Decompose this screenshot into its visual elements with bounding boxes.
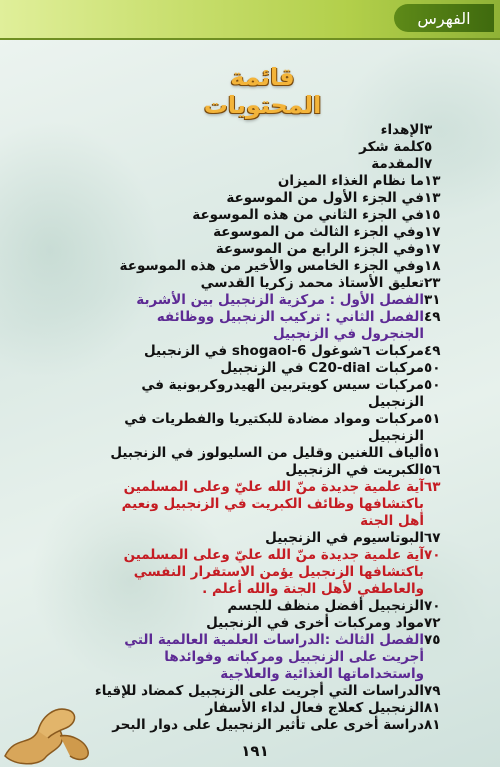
toc-entry-title: كلمة شكر bbox=[359, 139, 424, 155]
toc-entry-page: ٤٩ bbox=[424, 309, 441, 325]
toc-entry-page: ٥١ bbox=[424, 411, 441, 427]
toc-entry-page: ٥١ bbox=[424, 445, 441, 461]
toc-entry-page: ٣١ bbox=[424, 292, 441, 308]
toc-entry-page: ٦٧ bbox=[424, 530, 441, 546]
toc-entry-title: الفصل الثاني : تركيب الزنجبيل ووظائفه الجنجرول في الزنجبيل bbox=[156, 309, 424, 342]
page-title: قائمة المحتويات bbox=[203, 63, 322, 119]
toc-entry bbox=[94, 241, 446, 258]
toc-entry bbox=[94, 122, 446, 139]
header-band bbox=[0, 0, 500, 40]
toc-entry-page: ٥ bbox=[424, 139, 433, 155]
toc-entry-title: في الجزء الثاني من هذه الموسوعة bbox=[192, 207, 424, 223]
toc-entry-page: ١٧ bbox=[424, 241, 441, 257]
toc-entry bbox=[94, 224, 446, 241]
toc-entry-page: ٨١ bbox=[424, 700, 441, 716]
table-of-contents bbox=[94, 122, 446, 734]
page-number: ١٩١ bbox=[241, 742, 269, 760]
toc-entry-page: ٧٢ bbox=[424, 615, 441, 631]
toc-entry-title: مركبات سيس كويتربين الهيدروكربونية في الزنجبيل bbox=[141, 377, 424, 410]
toc-entry-page: ٨١ bbox=[424, 717, 441, 733]
toc-entry-title: الفصل الثالث :الدراسات العلمية العالمية التي أجريت على الزنجبيل ومركباته وفوائدها واستخداماتها الغذائية والعلاجية bbox=[124, 632, 424, 682]
toc-entry-page: ١٨ bbox=[424, 258, 441, 274]
toc-entry-title: آية علمية جديدة منّ الله عليّ وعلى المسلمين باكتشافها الزنجبيل يؤمن الاستقرار النفسي والعاطفي لأهل الجنة والله أعلم . bbox=[123, 547, 424, 597]
toc-entry-page: ٧٥ bbox=[424, 632, 441, 648]
toc-entry bbox=[94, 411, 446, 445]
toc-entry-page: ١٣ bbox=[424, 173, 441, 189]
toc-entry bbox=[94, 309, 446, 343]
toc-entry-page: ٧ bbox=[424, 156, 433, 172]
toc-entry-title: الكبريت في الزنجبيل bbox=[285, 462, 424, 478]
toc-entry bbox=[94, 445, 446, 462]
toc-entry-title: ألياف اللغنين وقليل من السليولوز في الزنجبيل bbox=[110, 445, 424, 461]
toc-entry bbox=[94, 360, 446, 377]
toc-entry-title: في الجزء الأول من الموسوعة bbox=[226, 190, 424, 206]
toc-entry-page: ٧٠ bbox=[424, 598, 441, 614]
toc-entry-page: ٢٣ bbox=[424, 275, 441, 291]
toc-entry bbox=[94, 479, 446, 530]
toc-entry-page: ١٧ bbox=[424, 224, 441, 240]
toc-entry bbox=[94, 717, 446, 734]
toc-entry-title: وفي الجزء الخامس والأخير من هذه الموسوعة bbox=[119, 258, 424, 274]
toc-entry-page: ٥٠ bbox=[424, 377, 441, 393]
toc-entry-title: الزنجبيل كعلاج فعال لداء الأسفار bbox=[205, 700, 424, 716]
toc-entry-page: ٤٩ bbox=[424, 343, 441, 359]
toc-entry-title: مواد ومركبات أخرى في الزنجبيل bbox=[206, 615, 424, 631]
toc-entry-page: ١٣ bbox=[424, 190, 441, 206]
toc-entry-title: دراسة أخرى على تأثير الزنجبيل على دوار البحر bbox=[112, 717, 424, 733]
toc-entry-title: الفصل الأول : مركزية الزنجبيل بين الأشربة bbox=[136, 292, 424, 308]
toc-entry bbox=[94, 139, 446, 156]
toc-entry-title: الدراسات التي أجريت على الزنجبيل كمضاد للإقياء bbox=[94, 683, 424, 699]
toc-entry-title: الإهداء bbox=[380, 122, 424, 138]
toc-entry bbox=[94, 615, 446, 632]
toc-entry bbox=[94, 156, 446, 173]
toc-entry bbox=[94, 700, 446, 717]
toc-entry-title: تعليق الأستاذ محمد زكريا القدسي bbox=[200, 275, 424, 291]
toc-entry-title: البوتاسيوم في الزنجبيل bbox=[265, 530, 424, 546]
toc-entry bbox=[94, 207, 446, 224]
toc-entry bbox=[94, 683, 446, 700]
toc-entry bbox=[94, 598, 446, 615]
toc-entry-page: ٥٦ bbox=[424, 462, 441, 478]
toc-entry-title: ما نظام الغذاء الميزان bbox=[277, 173, 424, 189]
toc-entry bbox=[94, 530, 446, 547]
section-label: الفهرس bbox=[394, 4, 494, 32]
toc-entry bbox=[94, 173, 446, 190]
toc-entry-title: المقدمة bbox=[371, 156, 424, 172]
toc-entry-title: الزنجبيل أفضل منظف للجسم bbox=[227, 598, 424, 614]
toc-entry-title: مركبات ومواد مضادة للبكتيريا والفطريات في الزنجبيل bbox=[124, 411, 424, 444]
toc-entry bbox=[94, 275, 446, 292]
ginger-root-icon bbox=[0, 696, 95, 767]
toc-entry bbox=[94, 292, 446, 309]
toc-entry bbox=[94, 190, 446, 207]
toc-entry bbox=[94, 343, 446, 360]
toc-entry-page: ٦٣ bbox=[424, 479, 441, 495]
toc-entry bbox=[94, 547, 446, 598]
toc-entry-title: وفي الجزء الرابع من الموسوعة bbox=[215, 241, 424, 257]
toc-entry bbox=[94, 462, 446, 479]
toc-entry-page: ٣ bbox=[424, 122, 433, 138]
toc-entry bbox=[94, 632, 446, 683]
toc-entry-title: وفي الجزء الثالث من الموسوعة bbox=[213, 224, 424, 240]
toc-entry-title: مركبات ٦شوغول 6-shogaol في الزنجبيل bbox=[143, 343, 424, 359]
toc-entry bbox=[94, 258, 446, 275]
toc-entry-title: مركبات C20-dial في الزنجبيل bbox=[220, 360, 424, 376]
toc-entry-page: ٧٩ bbox=[424, 683, 441, 699]
toc-entry-page: ٥٠ bbox=[424, 360, 441, 376]
toc-entry-title: آية علمية جديدة منّ الله عليّ وعلى المسلمين باكتشافها وظائف الكبريت في الزنجبيل ونعيم أهل الجنة bbox=[121, 479, 424, 529]
toc-entry bbox=[94, 377, 446, 411]
toc-entry-page: ١٥ bbox=[424, 207, 441, 223]
toc-entry-page: ٧٠ bbox=[424, 547, 441, 563]
